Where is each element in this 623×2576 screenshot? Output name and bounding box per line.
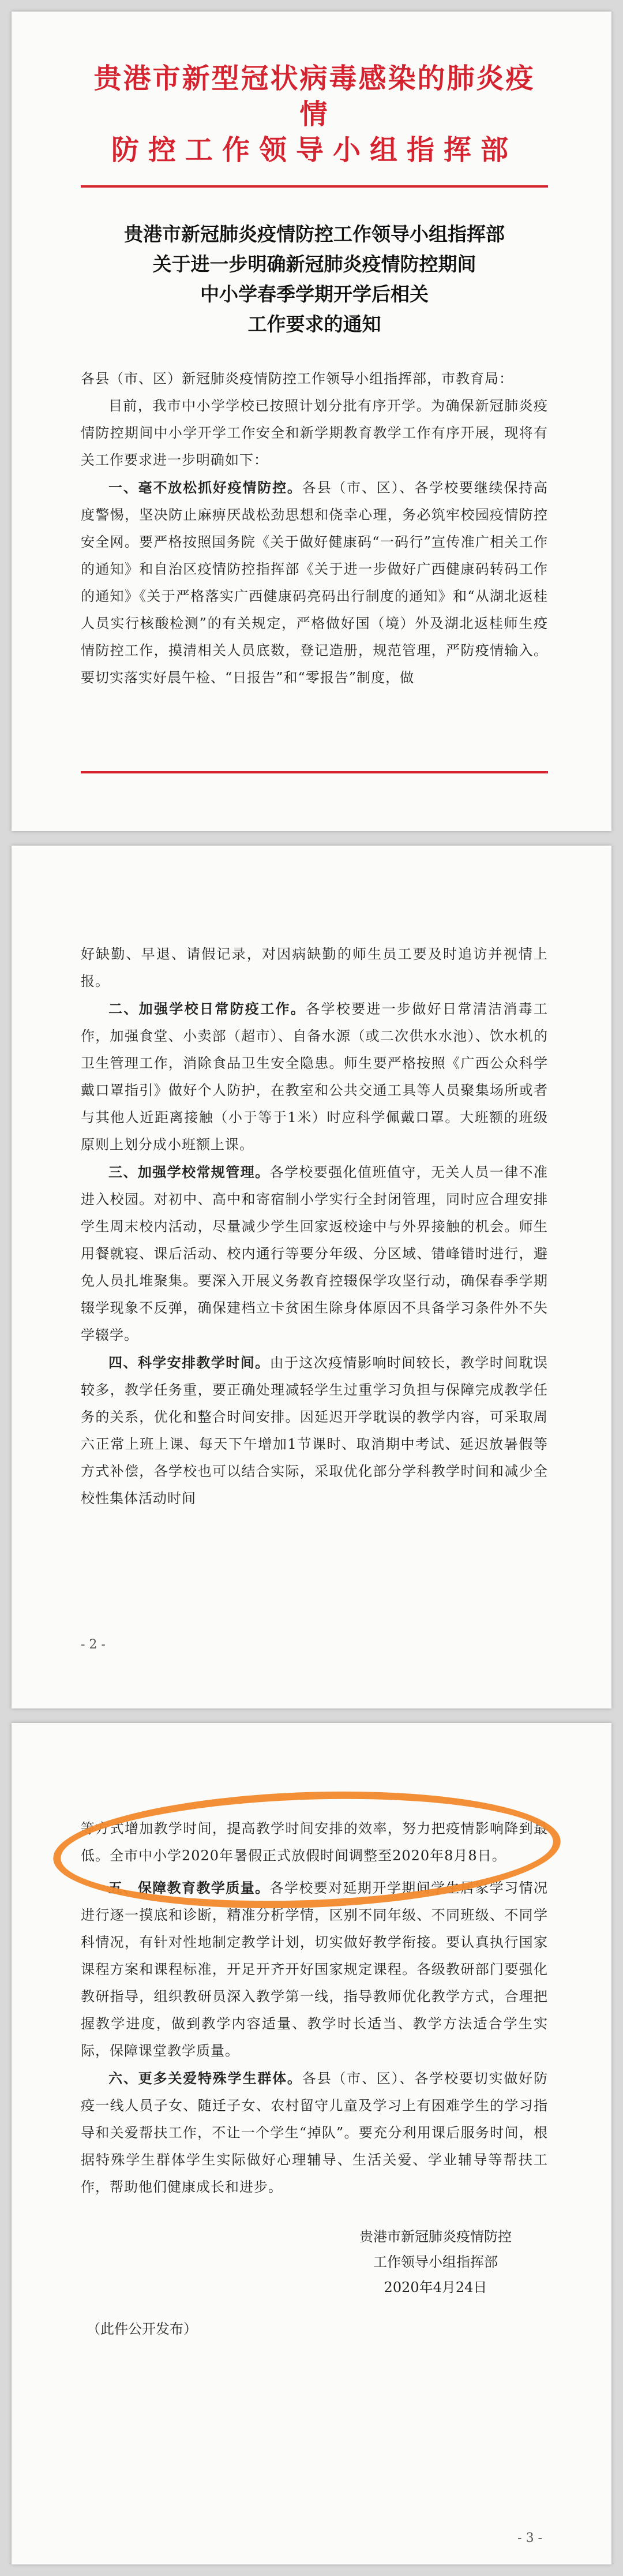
title-line-4: 工作要求的通知 <box>247 313 381 335</box>
title-line-3: 中小学春季学期开学后相关 <box>200 283 429 305</box>
title-line-2: 关于进一步明确新冠肺炎疫情防控期间 <box>152 253 476 275</box>
footer-red-rule <box>81 771 548 773</box>
section-1-heading: 一、毫不放松抓好疫情防控。 <box>108 479 302 496</box>
letterhead-line-2: 防控工作领导小组指挥部 <box>111 134 517 166</box>
section-1-continued: 好缺勤、早退、请假记录，对因病缺勤的师生员工要及时追访并视情上报。 <box>81 946 548 989</box>
section-2-paragraph <box>81 995 548 1158</box>
signature-date: 2020年4月24日 <box>384 2279 487 2295</box>
section-4-body: 由于这次疫情影响时间较长，教学时间耽误较多，教学任务重，要正确处理减轻学生过重学习负担与保障完成教学任务的关系，优化和整合时间安排。因延迟开学耽误的教学内容，可采取周六正常上班上课、每天下午增加1节课时、取消期中考试、延迟放暑假等方式补偿，各学校也可以结合实际，采取优化部分学科教学时间和减少全校性集体活动时间 <box>81 1355 549 1506</box>
section-4-heading: 四、科学安排教学时间。 <box>108 1354 270 1371</box>
document-page-1 <box>12 12 611 831</box>
page-number-3: - 3 - <box>517 2531 542 2545</box>
intro-paragraph: 目前，我市中小学学校已按照计划分批有序开学。为确保新冠肺炎疫情防控期间中小学开学工作安全和新学期教育教学工作有序开展，现将有关工作要求进一步明确如下： <box>81 398 548 468</box>
section-5-heading: 五、保障教育教学质量。 <box>108 1879 270 1896</box>
section-3-paragraph <box>81 1158 548 1349</box>
section-3-heading: 三、加强学校常规管理。 <box>108 1164 270 1180</box>
section-4-continued: 等方式增加教学时间，提高教学时间安排的效率，努力把疫情影响降到最低。全市中小学2020年暑假正式放假时间调整至2020年8月8日。 <box>81 1820 548 1864</box>
document-page-2 <box>12 846 611 1708</box>
section-6-heading: 六、更多关爱特殊学生群体。 <box>108 2070 302 2087</box>
section-5-paragraph <box>81 1874 548 2065</box>
title-line-1: 贵港市新冠肺炎疫情防控工作领导小组指挥部 <box>124 223 505 245</box>
section-1-body: 各县（市、区）、各学校要继续保持高度警惕，坚决防止麻痹厌战松劲思想和侥幸心理，务必筑牢校园疫情防控安全网。要严格按照国务院《关于做好健康码“一码行”宣传准广相关工作的通知》和自治区疫情防控指挥部《关于进一步做好广西健康码转码工作的通知》《关于严格落实广西健康码亮码出行制度的通知》和“从湖北返桂人员实行核酸检测”的有关规定，严格做好国（境）外及湖北返桂师生疫情防控工作，摸清相关人员底数，登记造册，规范管理，严防疫情输入。要切实落实好晨午检、“日报告”和“零报告”制度，做 <box>81 480 549 686</box>
letterhead-red-rule <box>81 185 548 188</box>
section-2-heading: 二、加强学校日常防疫工作。 <box>108 1000 306 1017</box>
signature-line-1: 贵港市新冠肺炎疫情防控 <box>359 2229 512 2245</box>
section-6-paragraph <box>81 2065 548 2201</box>
document-title <box>81 219 548 339</box>
section-4-paragraph <box>81 1349 548 1512</box>
section-1-paragraph <box>81 474 548 691</box>
addressee: 各县（市、区）新冠肺炎疫情防控工作领导小组指挥部，市教育局： <box>81 371 513 387</box>
signature-line-2: 工作领导小组指挥部 <box>373 2254 498 2270</box>
signature-block <box>323 2224 548 2300</box>
publication-note: （此件公开发布） <box>87 2321 197 2337</box>
letterhead <box>81 12 548 168</box>
section-3-body: 各学校要强化值班值守，无关人员一律不准进入校园。对初中、高中和寄宿制小学实行全封闭管理，同时应合理安排学生周末校内活动，尽量减少学生回家返校途中与外界接触的机会。师生用餐就寝、课后活动、校内通行等要分年级、分区域、错峰错时进行，避免人员扎堆聚集。要深入开展义务教育控辍保学攻坚行动，确保春季学期辍学现象不反弹，确保建档立卡贫困生除身体原因不具备学习条件外不失学辍学。 <box>81 1164 549 1343</box>
letterhead-line-1: 贵港市新型冠状病毒感染的肺炎疫情 <box>93 62 535 130</box>
page-number-2: - 2 - <box>81 1637 106 1652</box>
section-2-body: 各学校要进一步做好日常清洁消毒工作，加强食堂、小卖部（超市）、自备水源（或二次供水水池）、饮水机的卫生管理工作，消除食品卫生安全隐患。师生要严格按照《广西公众科学戴口罩指引》做好个人防护，在教室和公共交通工具等人员聚集场所或者与其他人近距离接触（小于等于1米）时应科学佩戴口罩。大班额的班级原则上划分成小班额上课。 <box>81 1001 549 1153</box>
document-page-3 <box>12 1723 611 2564</box>
section-6-body: 各县（市、区）、各学校要切实做好防疫一线人员子女、随迁子女、农村留守儿童及学习上有困难学生的学习指导和关爱帮扶工作，不让一个学生“掉队”。要充分利用课后服务时间，根据特殊学生群体学生实际做好心理辅导、生活关爱、学业辅导等帮扶工作，帮助他们健康成长和进步。 <box>81 2070 549 2195</box>
section-5-body: 各学校要对延期开学期间学生居家学习情况进行逐一摸底和诊断，精准分析学情，区别不同年级、不同班级、不同学科情况，有针对性地制定教学计划，切实做好教学衔接。要认真执行国家课程方案和课程标准，开足开齐开好国家规定课程。各级教研部门要强化教研指导，组织教研员深入教学第一线，指导教师优化教学方式，合理把握教学进度，做到教学内容适量、教学时长适当、教学方法适合学生实际，保障课堂教学质量。 <box>81 1880 549 2059</box>
